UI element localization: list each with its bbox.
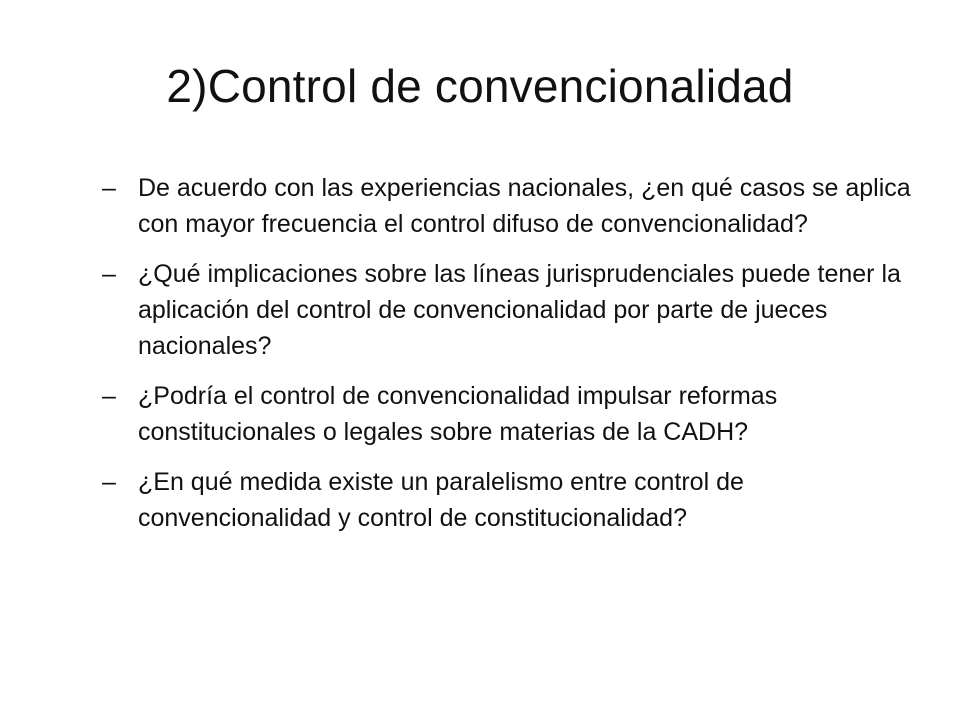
bullet-dash: – (102, 468, 116, 496)
bullet-item (96, 256, 916, 364)
bullet-dash: – (102, 260, 116, 288)
bullet-text: ¿Podría el control de convencionalidad impulsar reformas constitucionales o legales sobre materias de la CADH? (138, 382, 778, 446)
bullet-text: ¿En qué medida existe un paralelismo entre control de convencionalidad y control de constitucionalidad? (138, 468, 744, 532)
slide-title: 2)Control de convencionalidad (166, 60, 794, 112)
bullet-item (96, 464, 916, 536)
bullet-text: ¿Qué implicaciones sobre las líneas jurisprudenciales puede tener la aplicación del control de convencionalidad por parte de jueces nacionales? (138, 260, 901, 360)
bullet-dash: – (102, 382, 116, 410)
bullet-item (96, 170, 916, 242)
bullet-dash: – (102, 174, 116, 202)
bullet-list (96, 170, 916, 550)
bullet-item (96, 378, 916, 450)
bullet-text: De acuerdo con las experiencias nacionales, ¿en qué casos se aplica con mayor frecuencia el control difuso de convencionalidad? (138, 174, 911, 238)
